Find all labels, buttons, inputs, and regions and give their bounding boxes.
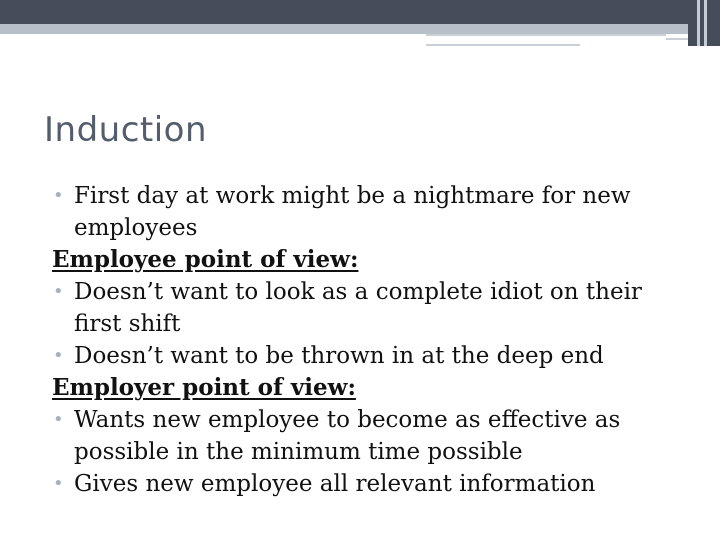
bullet-text: Doesn’t want to be thrown in at the deep end — [74, 343, 604, 369]
slide-title: Induction — [44, 110, 208, 150]
bullet-icon: • — [53, 409, 64, 430]
bullet-item — [52, 468, 692, 500]
section-heading: Employee point of view: — [52, 246, 359, 273]
header-band-dark — [0, 0, 688, 24]
corner-stripe — [704, 0, 707, 46]
decorative-rule — [426, 34, 666, 36]
bullet-icon: • — [53, 185, 64, 206]
bullet-item — [52, 340, 692, 372]
header-band-light — [0, 24, 688, 34]
bullet-icon: • — [53, 281, 64, 302]
bullet-item — [52, 180, 692, 244]
corner-stripe — [697, 0, 700, 46]
bullet-text: Wants new employee to become as effective as possible in the minimum time possible — [74, 407, 621, 465]
bullet-text: Doesn’t want to look as a complete idiot on their first shift — [74, 279, 642, 337]
slide-body — [52, 180, 692, 500]
section-heading: Employer point of view: — [52, 374, 356, 401]
decorative-rule — [426, 44, 580, 46]
bullet-item — [52, 276, 692, 340]
bullet-text: First day at work might be a nightmare for new employees — [74, 183, 631, 241]
bullet-icon: • — [53, 473, 64, 494]
bullet-text: Gives new employee all relevant information — [74, 471, 596, 497]
bullet-icon: • — [53, 345, 64, 366]
bullet-item — [52, 404, 692, 468]
decorative-rule — [666, 38, 688, 40]
